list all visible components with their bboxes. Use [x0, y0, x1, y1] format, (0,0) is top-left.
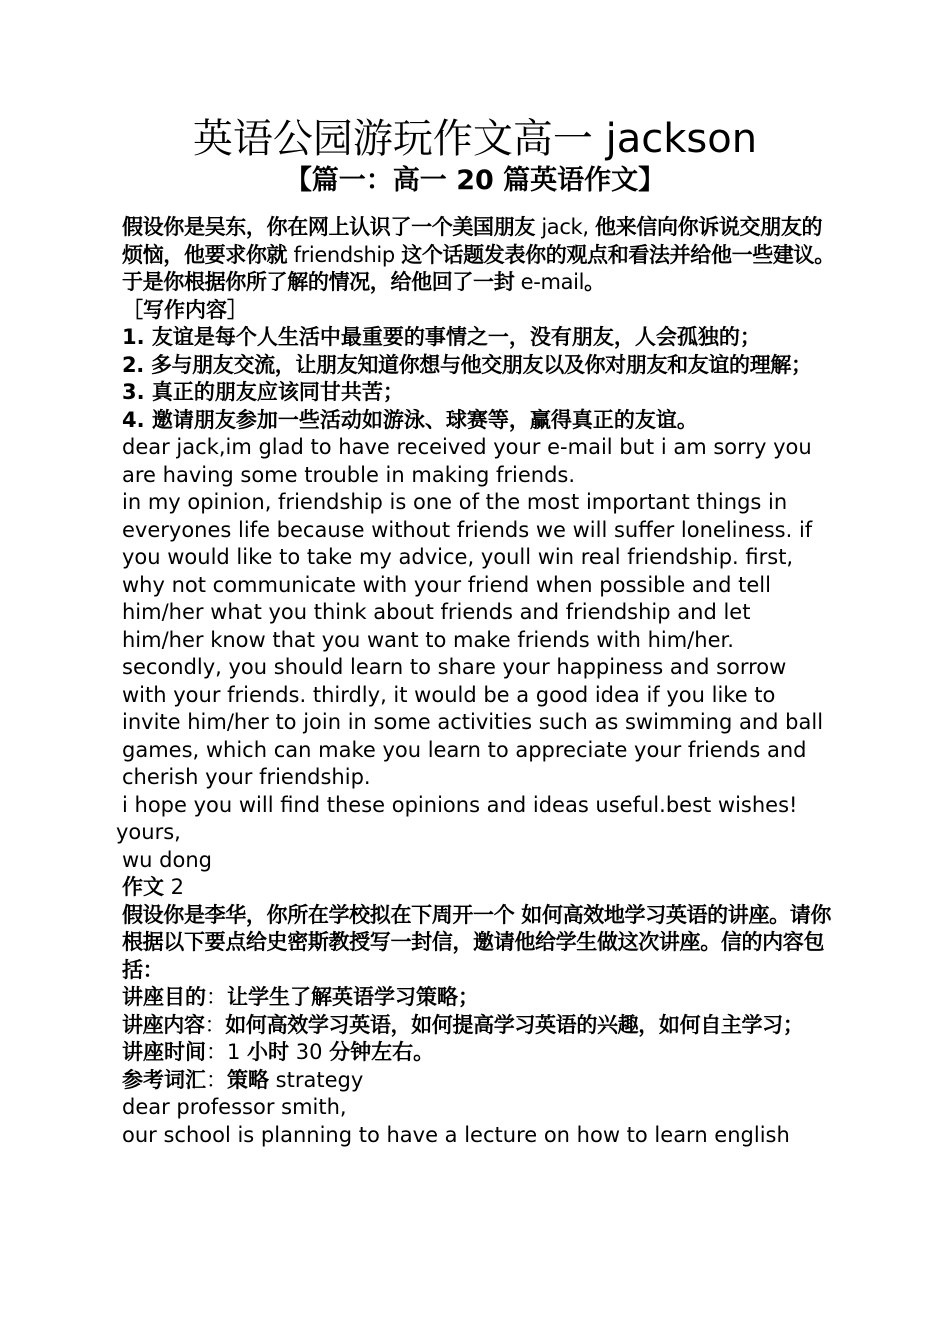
task-1-text-c: 他来信向你诉说交朋友的烦恼，他要求你就	[122, 215, 823, 267]
essay-2-heading	[116, 874, 836, 902]
requirement-2: 2. 多与朋友交流，让朋友知道你想与他交朋友以及你对朋友和友谊的理解；	[122, 352, 812, 377]
reference-vocab-english: strategy	[269, 1067, 364, 1092]
content-header: ［写作内容］	[122, 297, 248, 322]
lecture-time-minutes: 30	[289, 1040, 330, 1064]
lecture-contents-colon: ：	[204, 1012, 226, 1037]
lecture-contents-text: 如何高效学习英语，如何提高学习英语的兴趣，如何自主学习；	[225, 1012, 804, 1037]
document-body	[116, 214, 836, 1149]
lecture-time	[116, 1039, 836, 1067]
lecture-time-label: 讲座时间	[122, 1040, 206, 1064]
requirement-1: 1. 友谊是每个人生活中最重要的事情之一，没有朋友，人会孤独的；	[122, 325, 761, 349]
requirement-3: 3. 真正的朋友应该同甘共苦；	[122, 380, 404, 404]
task-1-text-f: e-mail	[514, 270, 585, 294]
task-1-text-d: friendship	[287, 242, 402, 267]
letter-1-body: in my opinion, friendship is one of the most important things in everyones life because without friends we will suffer loneliness. if you would like to take my advice, youll win real friendship. first, why not communicate with your friend when possible and tell him/her what you think about friends and friendship and let him/her know that you want to make friends with him/her. secondly, you should learn to share your happiness and sorrow with your friends. thirdly, it would be a good idea if you like to invite him/her to join in some activities such as swimming and ball games, which can make you learn to appreciate your friends and cherish your friendship.	[122, 490, 824, 789]
requirement-4: 4. 邀请朋友参加一些活动如游泳、球赛等，赢得真正的友谊。	[122, 407, 698, 432]
task-1-text-e: 这个话题发表你的观点和看法并给他一些建议。于是你根据你所了解的情况，给他回了一封	[122, 242, 835, 294]
task-1-text-g: 。	[584, 270, 605, 294]
letter-1-yours: yours,	[116, 820, 181, 844]
reference-vocab-label: 参考词汇	[122, 1067, 206, 1092]
task-2-paragraph: 假设你是李华，你所在学校拟在下周开一个 如何高效地学习英语的讲座。请你根据以下要点给史密斯教授写一封信，邀请他给学生做这次讲座。信的内容包括：	[122, 902, 832, 982]
letter-2-opening: our school is planning to have a lecture on how to learn english	[122, 1122, 790, 1147]
lecture-contents	[116, 1012, 836, 1040]
lecture-purpose-colon: ：	[206, 985, 227, 1009]
lecture-purpose-text: 让学生了解英语学习策略；	[227, 985, 479, 1009]
page-subtitle: 【篇一：高一 20 篇英语作文】	[284, 165, 666, 196]
reference-vocab	[116, 1067, 836, 1095]
task-1-text-a: 假设你是吴东，你在网上认识了一个美国朋友	[122, 215, 535, 239]
letter-1-closing: i hope you will find these opinions and ideas useful.best wishes!	[122, 792, 798, 817]
lecture-purpose	[116, 984, 836, 1012]
letter-1-signature: wu dong	[122, 847, 212, 872]
task-1-paragraph	[116, 214, 836, 297]
page-title: 英语公园游玩作文高一 jackson	[192, 116, 758, 162]
lecture-contents-label: 讲座内容	[122, 1012, 205, 1037]
reference-vocab-colon: ：	[206, 1067, 227, 1092]
lecture-time-hour-unit: 小时	[247, 1040, 290, 1064]
task-1-text-b: jack,	[535, 215, 595, 239]
essay-2-heading-label: 作文	[122, 875, 164, 899]
essay-2-heading-number: 2	[164, 875, 185, 899]
reference-vocab-word: 策略	[227, 1067, 269, 1092]
lecture-time-hours: ：1	[206, 1040, 248, 1064]
lecture-time-minute-unit: 分钟左右。	[329, 1040, 435, 1064]
letter-2-salutation: dear professor smith,	[122, 1095, 347, 1119]
lecture-purpose-label: 讲座目的	[122, 985, 206, 1009]
letter-1-opening: dear jack,im glad to have received your e-mail but i am sorry you are having some trouble in making friends.	[122, 435, 812, 487]
